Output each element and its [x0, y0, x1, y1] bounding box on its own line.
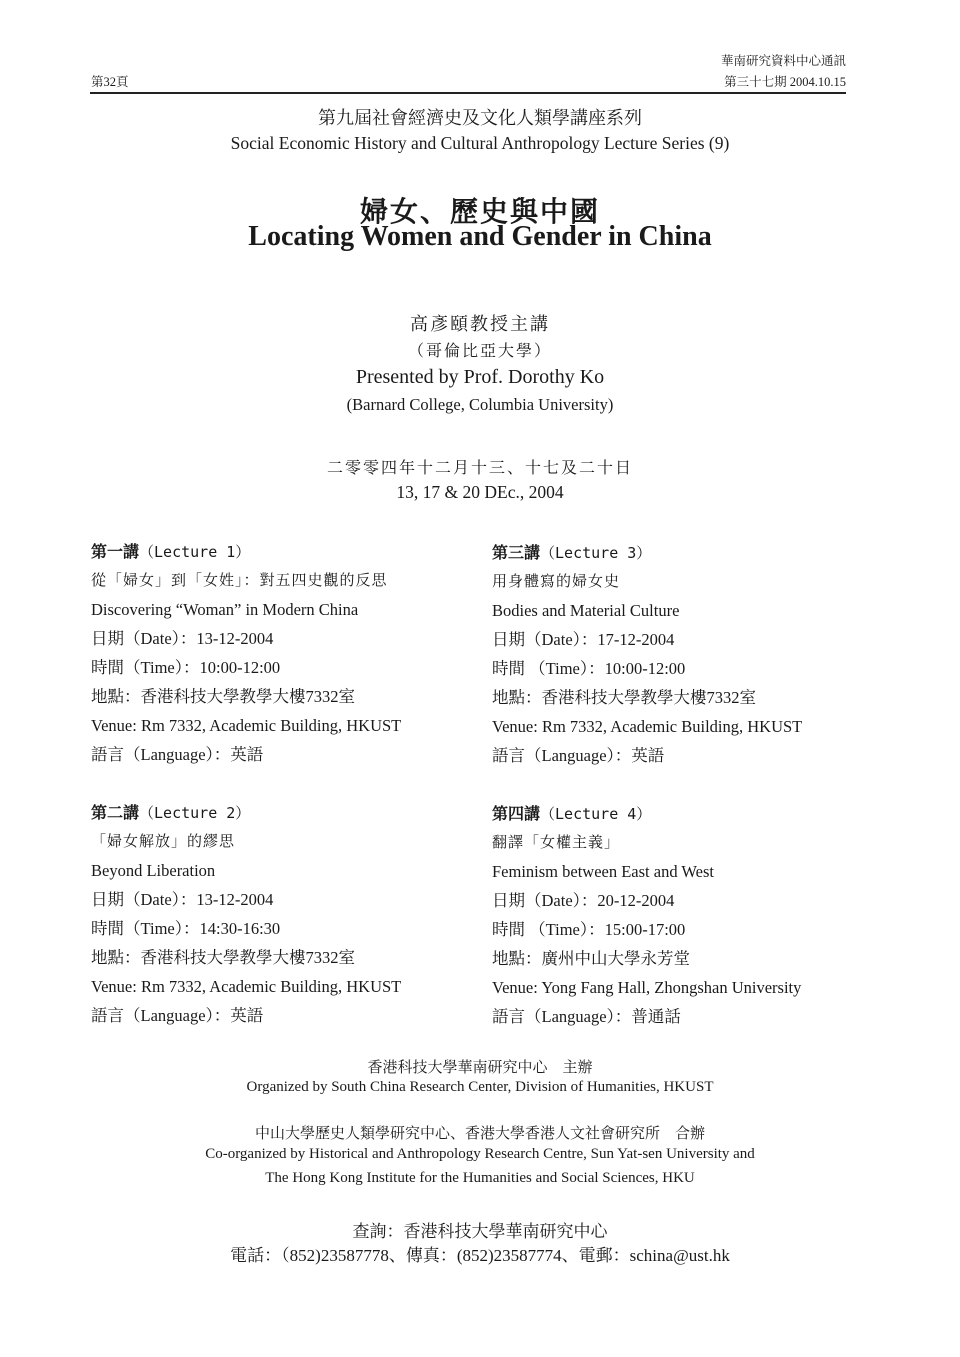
lecture-time: 時間 （Time）：10:00-12:00	[492, 659, 686, 678]
lecture-language: 語言（Language）：英語	[492, 746, 665, 765]
lecture-venue-zh: 地點：香港科技大學教學大樓7332室	[91, 948, 355, 967]
lecture-date: 日期（Date）：13-12-2004	[91, 890, 274, 909]
lecture-venue-en: Venue: Rm 7332, Academic Building, HKUST	[492, 717, 803, 736]
lecture-language: 語言（Language）：英語	[91, 745, 264, 764]
lecture-language: 語言（Language）：普通話	[492, 1007, 681, 1026]
lecture-topic-en: Feminism between East and West	[492, 862, 714, 881]
journal-name: 華南研究資料中心通訊	[720, 53, 846, 68]
lecture-venue-en: Venue: Rm 7332, Academic Building, HKUST	[91, 716, 402, 735]
lecture-time: 時間（Time）：10:00-12:00	[91, 658, 281, 677]
lecture-2	[91, 798, 471, 1030]
lecture-4	[492, 799, 872, 1031]
lecture-3	[492, 538, 872, 770]
enquiry-line1: 查詢：香港科技大學華南研究中心	[352, 1222, 608, 1242]
lecture-1	[91, 537, 471, 769]
issue-info: 第三十七期 2004.10.15	[724, 75, 846, 89]
dates-en: 13, 17 & 20 DEc., 2004	[396, 482, 564, 502]
presenter-affiliation-zh: （哥倫比亞大學）	[407, 341, 552, 360]
lecture-heading: 第二講（Lecture 2）	[91, 803, 251, 822]
main-title-en: Locating Women and Gender in China	[248, 221, 712, 252]
dates-zh: 二零零四年十二月十三、十七及二十日	[326, 458, 633, 477]
lecture-language: 語言（Language）：英語	[91, 1006, 264, 1025]
main-title-zh: 婦女、歷史與中國	[359, 195, 600, 228]
presenter-affiliation-en: (Barnard College, Columbia University)	[346, 395, 614, 414]
presenter-name-en: Presented by Prof. Dorothy Ko	[355, 366, 605, 388]
lecture-heading: 第三講（Lecture 3）	[492, 543, 652, 562]
lecture-date: 日期（Date）：13-12-2004	[91, 629, 274, 648]
lecture-date: 日期（Date）：20-12-2004	[492, 891, 675, 910]
lecture-topic-zh: 翻譯「女權主義」	[492, 833, 621, 851]
lecture-venue-en: Venue: Rm 7332, Academic Building, HKUST	[91, 977, 402, 996]
organizer-zh: 香港科技大學華南研究中心 主辦	[367, 1058, 593, 1076]
organizer-en: Organized by South China Research Center, Division of Humanities, HKUST	[246, 1079, 714, 1095]
co-organizer-zh: 中山大學歷史人類學研究中心、香港大學香港人文社會研究所 合辦	[254, 1124, 705, 1142]
series-title-zh: 第九屆社會經濟史及文化人類學講座系列	[318, 108, 642, 129]
lecture-heading: 第四講（Lecture 4）	[492, 804, 652, 823]
lecture-venue-zh: 地點：香港科技大學教學大樓7332室	[492, 688, 756, 707]
enquiry-line2: 電話：（852)23587778、傳真：(852)23587774、電郵：schina@ust.hk	[230, 1246, 730, 1265]
lecture-heading: 第一講（Lecture 1）	[91, 542, 251, 561]
header-rule	[90, 92, 846, 94]
series-title-en: Social Economic History and Cultural Anthropology Lecture Series (9)	[230, 133, 730, 153]
lecture-venue-zh: 地點：廣州中山大學永芳堂	[492, 949, 690, 968]
page-number: 第32頁	[91, 75, 129, 89]
co-organizer-en-line2: The Hong Kong Institute for the Humanities and Social Sciences, HKU	[265, 1170, 695, 1186]
co-organizer-en-line1: Co-organized by Historical and Anthropology Research Centre, Sun Yat-sen University and	[205, 1146, 755, 1162]
lecture-venue-en: Venue: Yong Fang Hall, Zhongshan University	[492, 978, 802, 997]
lecture-topic-en: Discovering “Woman” in Modern China	[91, 600, 359, 619]
lecture-topic-zh: 「婦女解放」的繆思	[91, 832, 236, 850]
lecture-topic-zh: 從「婦女」到「女姓」：對五四史觀的反思	[91, 571, 388, 589]
lecture-venue-zh: 地點：香港科技大學教學大樓7332室	[91, 687, 355, 706]
presenter-name-zh: 高彥頤教授主講	[410, 314, 550, 335]
lecture-topic-en: Beyond Liberation	[91, 861, 216, 880]
lecture-time: 時間（Time）：14:30-16:30	[91, 919, 281, 938]
lecture-date: 日期（Date）：17-12-2004	[492, 630, 675, 649]
lecture-time: 時間 （Time）：15:00-17:00	[492, 920, 686, 939]
lecture-topic-zh: 用身體寫的婦女史	[492, 572, 621, 590]
lecture-topic-en: Bodies and Material Culture	[492, 601, 680, 620]
